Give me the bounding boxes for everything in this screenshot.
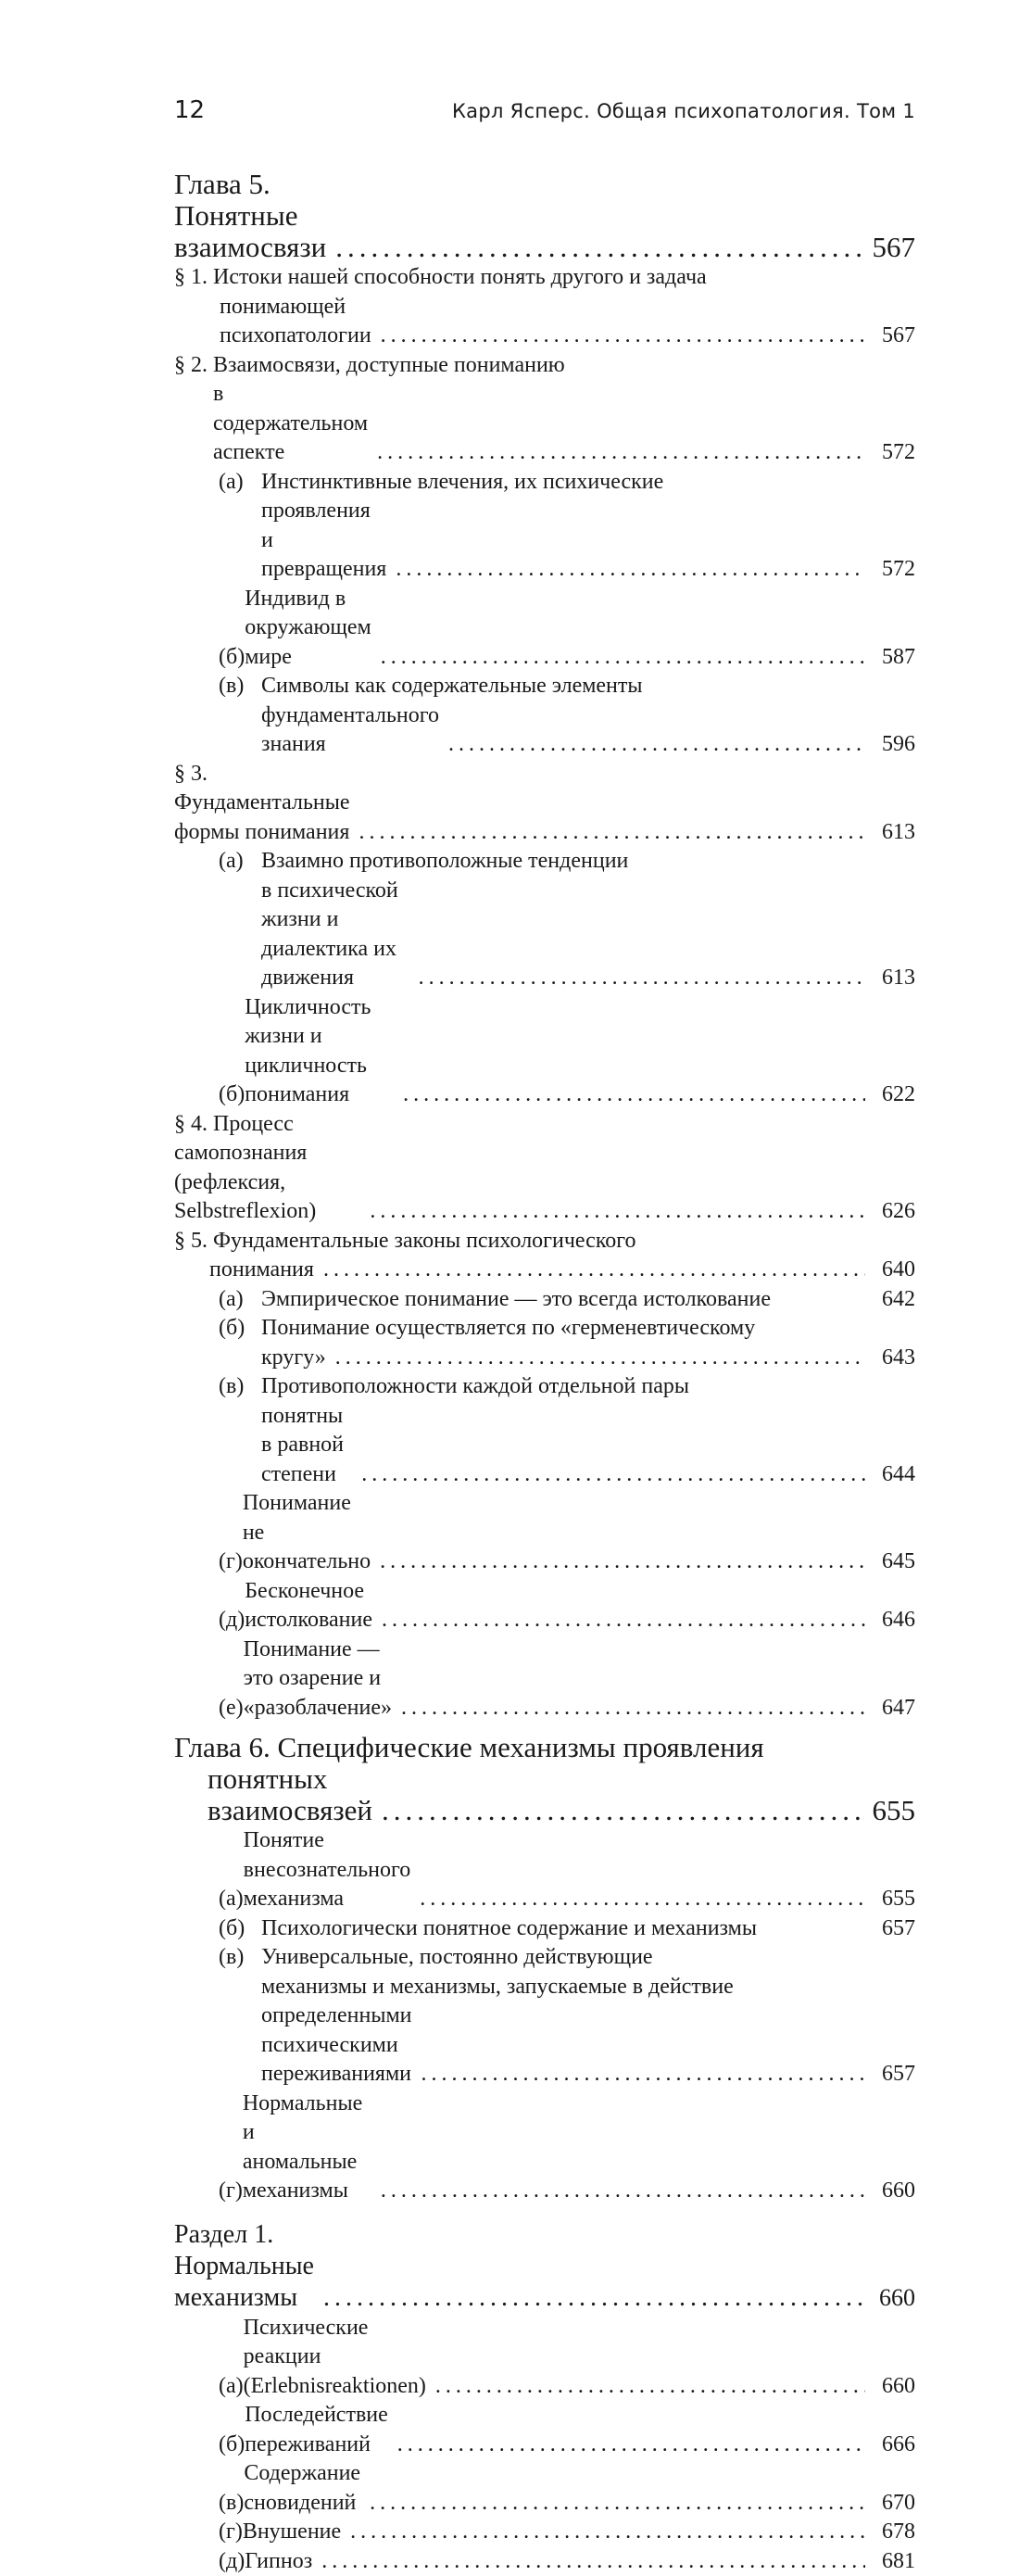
toc-item-2b[interactable]: (б) Индивид в окружающем мире ..... 587 <box>174 585 915 673</box>
page-ref: 660 <box>874 2372 915 2402</box>
toc-item-p1v[interactable]: (в) Содержание сновидений ..... 670 <box>174 2459 915 2518</box>
dot-leader <box>397 2431 865 2460</box>
table-of-contents <box>174 161 915 2576</box>
toc-item-p1d[interactable]: (д) Гипноз ..... 681 <box>174 2547 915 2576</box>
toc-chapter-5[interactable]: Глава 5. Понятные взаимосвязи ..... 567 <box>174 169 915 263</box>
toc-section-4[interactable]: § 4. Процесс самопознания (рефлексия, Selbstreflexion) ..... 626 <box>174 1110 915 1227</box>
toc-item-3b[interactable]: (б) Цикличность жизни и цикличность понимания ..... 622 <box>174 993 915 1110</box>
page-ref: 596 <box>874 730 915 760</box>
page-ref: 655 <box>874 1885 915 1914</box>
page-ref: 666 <box>874 2431 915 2460</box>
dot-leader <box>381 2177 865 2206</box>
page-ref: 647 <box>874 1694 915 1724</box>
page-ref: 660 <box>874 2282 915 2314</box>
dot-leader <box>321 2547 865 2576</box>
toc-item-3a[interactable]: в психической жизни и диалектика их движения ..... 613 <box>174 877 915 993</box>
page-ref: 646 <box>874 1606 915 1635</box>
dot-leader <box>361 1460 865 1490</box>
dot-leader <box>396 555 865 585</box>
dot-leader <box>370 1197 865 1227</box>
toc-item-5d[interactable]: (д) Бесконечное истолкование ..... 646 <box>174 1577 915 1635</box>
page-ref: 643 <box>874 1344 915 1373</box>
toc-section-3[interactable]: § 3. Фундаментальные формы понимания ..... 613 <box>174 760 915 848</box>
dot-leader <box>448 730 865 760</box>
dot-leader <box>323 2282 865 2314</box>
toc-item-p1b[interactable]: (б) Последействие переживаний ..... 666 <box>174 2401 915 2459</box>
toc-item-5a[interactable]: (а) Эмпирическое понимание — это всегда истолкование 642 <box>174 1285 915 1315</box>
page-ref: 678 <box>874 2518 915 2547</box>
toc-section-5[interactable]: понимания ..... 640 <box>174 1256 915 1285</box>
page-ref: 567 <box>874 322 915 351</box>
page-ref: 613 <box>874 964 915 993</box>
page-number: 12 <box>174 96 205 124</box>
page-ref: 572 <box>874 555 915 585</box>
toc-item-2a[interactable]: проявления и превращения ..... 572 <box>174 497 915 585</box>
dot-leader <box>382 1795 863 1826</box>
toc-item-6v-line2[interactable]: механизмы и механизмы, запускаемые в действие <box>174 1973 915 2002</box>
page-header <box>174 96 915 124</box>
page-ref: 640 <box>874 1256 915 1285</box>
dot-leader <box>323 1256 865 1285</box>
dot-leader <box>381 322 865 351</box>
toc-part-1[interactable]: Раздел 1. Нормальные механизмы ..... 660 <box>174 2219 915 2314</box>
toc-section-5-line1[interactable]: § 5. Фундаментальные законы психологического <box>174 1227 915 1256</box>
toc-item-5b-line1[interactable]: (б) Понимание осуществляется по «герменевтическому <box>174 1314 915 1344</box>
page-ref: 642 <box>874 1285 915 1315</box>
page-ref: 622 <box>874 1080 915 1110</box>
dot-leader <box>335 232 862 263</box>
dot-leader <box>403 1080 865 1110</box>
toc-item-6g[interactable]: (г) Нормальные и аномальные механизмы ..... 660 <box>174 2090 915 2206</box>
page-ref: 660 <box>874 2177 915 2206</box>
page-ref: 655 <box>873 1795 916 1826</box>
dot-leader <box>381 643 865 673</box>
dot-leader <box>370 2489 865 2519</box>
dot-leader <box>419 964 865 993</box>
page-ref: 587 <box>874 643 915 673</box>
toc-item-6a[interactable]: (а) Понятие внесознательного механизма ..... 655 <box>174 1826 915 1914</box>
toc-item-6v[interactable]: определенными психическими переживаниями ..... 657 <box>174 2001 915 2090</box>
toc-item-2v[interactable]: фундаментального знания ..... 596 <box>174 701 915 760</box>
page-ref: 572 <box>874 438 915 468</box>
page-ref: 567 <box>873 232 916 263</box>
page-ref: 613 <box>874 818 915 848</box>
toc-section-1[interactable]: понимающей психопатологии ..... 567 <box>174 293 915 351</box>
toc-section-2[interactable]: в содержательном аспекте ..... 572 <box>174 380 915 468</box>
page-ref: 681 <box>874 2547 915 2576</box>
page-ref: 644 <box>874 1460 915 1490</box>
toc-item-2a-line1[interactable]: (а) Инстинктивные влечения, их психические <box>174 468 915 498</box>
toc-section-1-line1[interactable]: § 1. Истоки нашей способности понять другого и задача <box>174 263 915 293</box>
toc-item-6v-line1[interactable]: (в) Универсальные, постоянно действующие <box>174 1943 915 1973</box>
toc-chapter-6[interactable]: понятных взаимосвязей ..... 655 <box>174 1763 915 1826</box>
toc-item-p1g[interactable]: (г) Внушение ..... 678 <box>174 2518 915 2547</box>
toc-item-5e[interactable]: (е) Понимание — это озарение и «разоблачение» ..... 647 <box>174 1635 915 1724</box>
toc-item-3a-line1[interactable]: (а) Взаимно противоположные тенденции <box>174 847 915 877</box>
dot-leader <box>350 2518 865 2547</box>
toc-item-5b[interactable]: кругу» ..... 643 <box>174 1344 915 1373</box>
toc-item-5v-line1[interactable]: (в) Противоположности каждой отдельной пары <box>174 1372 915 1402</box>
toc-section-2-line1[interactable]: § 2. Взаимосвязи, доступные пониманию <box>174 351 915 381</box>
toc-chapter-6-line1[interactable]: Глава 6. Специфические механизмы проявления <box>174 1732 915 1763</box>
dot-leader <box>401 1694 865 1724</box>
toc-item-p1a[interactable]: (а) Психические реакции (Erlebnisreaktionen) ..... 660 <box>174 2314 915 2402</box>
page-ref: 626 <box>874 1197 915 1227</box>
page-ref: 657 <box>874 2060 915 2090</box>
toc-item-5v[interactable]: понятны в равной степени ..... 644 <box>174 1402 915 1490</box>
running-title: Карл Ясперс. Общая психопатология. Том 1 <box>452 100 915 122</box>
toc-item-2v-line1[interactable]: (в) Символы как содержательные элементы <box>174 672 915 701</box>
page-ref: 645 <box>874 1547 915 1577</box>
dot-leader <box>377 438 865 468</box>
dot-leader <box>420 1885 865 1914</box>
toc-item-5g[interactable]: (г) Понимание не окончательно ..... 645 <box>174 1489 915 1577</box>
dot-leader <box>359 818 865 848</box>
dot-leader <box>435 2372 865 2402</box>
toc-item-6b[interactable]: (б) Психологически понятное содержание и механизмы 657 <box>174 1914 915 1944</box>
dot-leader <box>380 1547 865 1577</box>
dot-leader <box>335 1344 865 1373</box>
dot-leader <box>421 2060 865 2090</box>
page-ref: 670 <box>874 2489 915 2519</box>
page-ref: 657 <box>874 1914 915 1944</box>
dot-leader <box>382 1606 865 1635</box>
